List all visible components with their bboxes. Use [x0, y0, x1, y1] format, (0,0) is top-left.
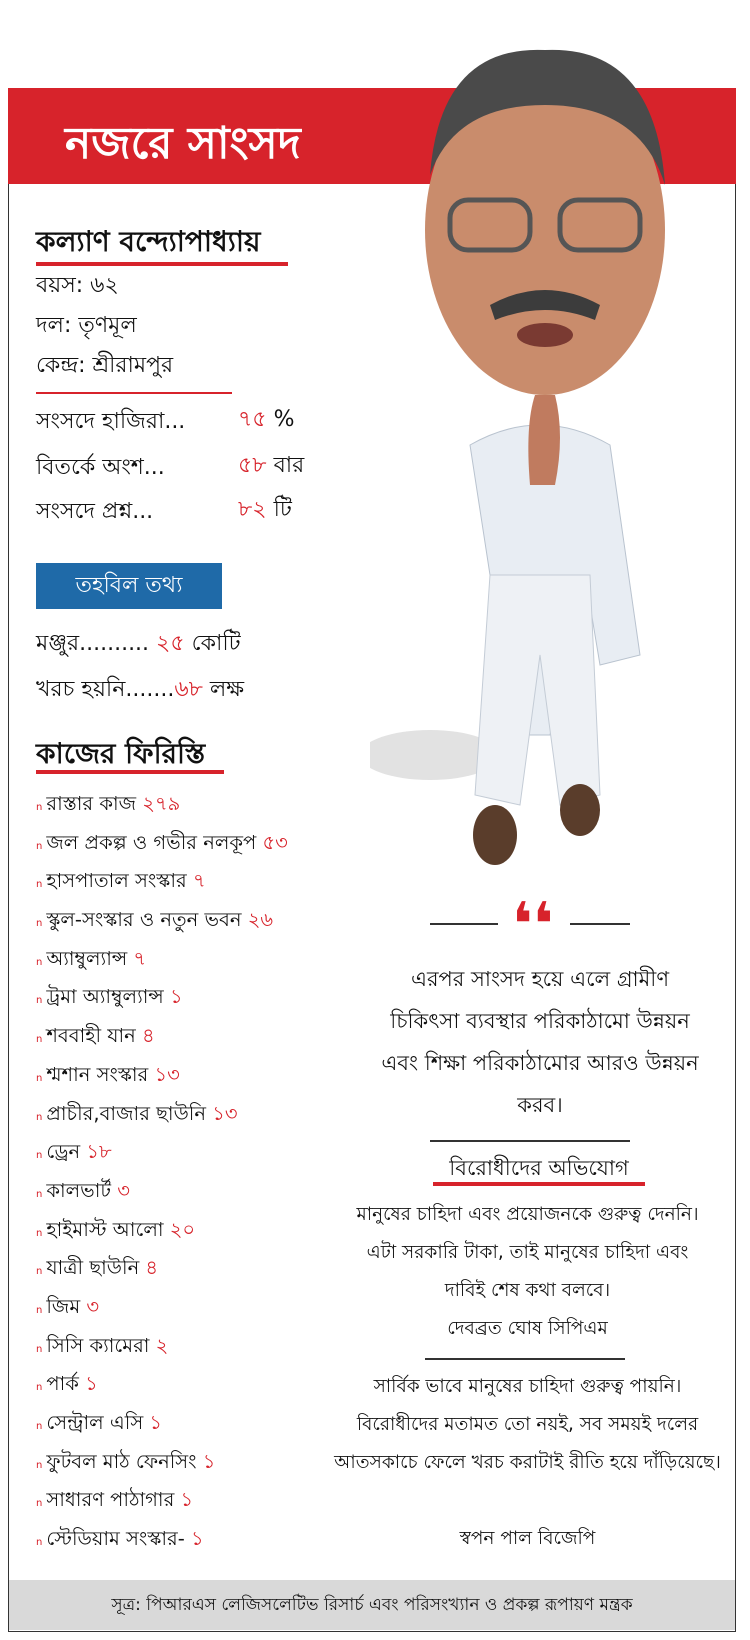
questions-label: সংসদে প্রশ্ন... — [36, 499, 154, 524]
work-item-label: হাসপাতাল সংস্কার — [46, 869, 187, 893]
work-item-label: প্রাচীর,বাজার ছাউনি — [46, 1101, 206, 1125]
attendance-number: ৭৫ — [238, 407, 267, 432]
bullet-icon: n — [36, 1072, 43, 1084]
work-item-label: স্টেডিয়াম সংস্কার- — [46, 1527, 185, 1551]
bullet-icon: n — [36, 802, 43, 813]
work-item — [36, 1332, 288, 1371]
debate-number: ৫৮ — [238, 453, 267, 478]
work-item-label: হাইমাস্ট আলো — [46, 1217, 164, 1241]
bullet-icon: n — [36, 1227, 43, 1239]
opposition-comment-1: মানুষের চাহিদা এবং প্রয়োজনকে গুরুত্ব দেননি। এটা সরকারি টাকা, তাই মানুষের চাহিদা এবং দাবিই শেষ কথা বলবে। — [356, 1204, 699, 1301]
fund-sanctioned — [36, 626, 241, 663]
bullet-icon: n — [36, 918, 43, 930]
unspent-unit: লক্ষ — [209, 677, 245, 702]
bullet-icon: n — [36, 840, 43, 852]
work-item — [36, 829, 288, 868]
name-underline — [36, 262, 288, 266]
work-item-label: সাধারণ পাঠাগার — [46, 1488, 175, 1512]
work-item-label: শববাহী যান — [46, 1024, 136, 1048]
work-item-value: ২৬ — [247, 908, 274, 932]
work-item-value: ৫৩ — [262, 830, 288, 854]
work-item-value: ১৩ — [154, 1062, 180, 1086]
bullet-icon: n — [36, 1111, 43, 1123]
bullet-icon: n — [36, 1034, 43, 1046]
work-item-label: সেন্ট্রাল এসি — [46, 1411, 144, 1434]
work-item-value: ৭ — [133, 946, 147, 970]
bullet-icon: n — [36, 1188, 43, 1200]
work-item-label: পার্ক — [46, 1372, 79, 1396]
work-item — [36, 1486, 288, 1525]
sanctioned-unit: কোটি — [191, 631, 241, 656]
work-item — [36, 1177, 288, 1216]
work-item — [36, 906, 288, 945]
work-item — [36, 1370, 288, 1409]
quote-divider — [430, 1140, 630, 1142]
work-item — [36, 867, 288, 906]
attendance-label: সংসদে হাজিরা... — [36, 409, 186, 434]
quote-line-left — [430, 923, 498, 925]
work-item — [36, 1525, 288, 1564]
work-item-label: ড্রেন — [46, 1140, 81, 1164]
work-item-label: যাত্রী ছাউনি — [46, 1256, 140, 1280]
bullet-icon: n — [36, 1266, 43, 1278]
bullet-icon: n — [36, 1498, 43, 1510]
bullet-icon: n — [36, 995, 43, 1007]
work-item-value: ৪ — [142, 1024, 155, 1048]
unspent-value: ৬৮ — [174, 677, 203, 702]
work-item-value: ৩ — [86, 1294, 100, 1318]
quote-mark-icon: ❛❛ — [512, 890, 554, 960]
work-item-label: ট্রমা অ্যাম্বুল্যান্স — [46, 985, 164, 1009]
works-underline — [36, 770, 224, 774]
work-item — [36, 1022, 288, 1061]
opposition-author-1: দেবব্রত ঘোষ সিপিএম — [447, 1318, 608, 1339]
questions-number: ৮২ — [238, 497, 267, 522]
opposition-comment-2: সার্বিক ভাবে মানুষের চাহিদা গুরুত্ব পায়নি। বিরোধীদের মতামত তো নয়ই, সব সময়ই দলের আতসকাচে ফেলে খরচ করাটাই রীতি হয়ে দাঁড়িয়েছে। — [334, 1376, 721, 1473]
mp-name: কল্যাণ বন্দ্যোপাধ্যায় — [36, 225, 261, 258]
work-item-value: ৭ — [192, 869, 206, 893]
work-item-value: ২ — [155, 1333, 169, 1357]
source-footer: সূত্র: পিআরএস লেজিসলেটিভ রিসার্চ এবং পরিসংখ্যান ও প্রকল্প রূপায়ণ মন্ত্রক — [9, 1580, 735, 1630]
works-list — [36, 790, 288, 1564]
age: বয়স: ৬২ — [36, 273, 119, 298]
quote-line-right — [570, 923, 630, 925]
bullet-icon: n — [36, 1304, 43, 1316]
work-item — [36, 983, 288, 1022]
sanctioned-value: ২৫ — [156, 631, 185, 656]
bullet-icon: n — [36, 1537, 43, 1549]
debate-unit: বার — [273, 453, 305, 478]
bullet-icon: n — [36, 1459, 43, 1471]
work-item-value: ১৩ — [212, 1101, 238, 1125]
work-item-label: শ্মশান সংস্কার — [46, 1062, 149, 1086]
work-item — [36, 1216, 288, 1255]
mouth — [517, 323, 573, 347]
bullet-icon: n — [36, 1150, 43, 1162]
constituency: কেন্দ্র: শ্রীরামপুর — [36, 353, 174, 378]
debate-value — [238, 448, 304, 485]
attendance-value — [238, 402, 295, 439]
work-item-value: ১৮ — [86, 1140, 112, 1164]
work-item — [36, 1409, 288, 1448]
work-item — [36, 1254, 288, 1293]
work-item-value: ১ — [202, 1449, 216, 1473]
work-item-value: ২৭৯ — [142, 792, 181, 815]
work-item-value: ১ — [180, 1488, 194, 1512]
banner-title: নজরে সাংসদ — [65, 118, 301, 169]
bullet-icon: n — [36, 1382, 43, 1394]
debate-label: বিতর্কে অংশ... — [36, 455, 165, 480]
mp-quote: এরপর সাংসদ হয়ে এলে গ্রামীণ চিকিৎসা ব্যবস্থার পরিকাঠামো উন্নয়ন এবং শিক্ষা পরিকাঠামোর আরও উন্নয়ন করব। — [381, 967, 699, 1117]
questions-value — [238, 492, 292, 529]
questions-unit: টি — [273, 497, 292, 522]
work-item-value: ১ — [169, 985, 183, 1009]
work-item-label: জল প্রকল্প ও গভীর নলকূপ — [46, 830, 257, 854]
bullet-icon: n — [36, 879, 43, 891]
folded-hands — [528, 395, 560, 485]
work-item-value: ১ — [191, 1527, 204, 1551]
attendance-unit: % — [273, 407, 295, 432]
opposition-title: বিরোধীদের অভিযোগ — [449, 1156, 629, 1180]
work-item-label: সিসি ক্যামেরা — [46, 1333, 150, 1357]
left-sandal — [473, 805, 517, 865]
fund-title: তহবিল তথ্য — [36, 563, 222, 609]
right-sandal — [560, 784, 600, 836]
party: দল: তৃণমূল — [36, 313, 137, 338]
work-item-value: ১ — [85, 1372, 98, 1396]
work-item — [36, 945, 288, 984]
sanctioned-label: মঞ্জুর.......... — [36, 631, 150, 656]
work-item-label: কালভার্ট — [46, 1178, 111, 1202]
work-item-label: স্কুল-সংস্কার ও নতুন ভবন — [46, 908, 242, 932]
work-item-value: ৪ — [145, 1256, 159, 1280]
work-item-value: ১ — [149, 1411, 163, 1434]
fund-unspent — [36, 672, 244, 709]
unspent-label: খরচ হয়নি....... — [36, 677, 175, 702]
work-item-value: ৩ — [117, 1178, 130, 1202]
profile-divider — [36, 392, 232, 394]
work-item — [36, 1100, 288, 1139]
work-item-label: জিম — [46, 1294, 81, 1318]
mp-portrait-illustration — [370, 15, 720, 895]
bullet-icon: n — [36, 1421, 43, 1432]
bullet-icon: n — [36, 1343, 43, 1355]
work-item-label: ফুটবল মাঠ ফেনসিং — [46, 1449, 197, 1473]
work-item — [36, 1448, 288, 1487]
opposition-underline — [433, 1182, 645, 1186]
work-item-label: রাস্তার কাজ — [46, 792, 137, 815]
work-item-label: অ্যাম্বুল্যান্স — [46, 946, 128, 970]
works-title: কাজের ফিরিস্তি — [36, 737, 206, 770]
work-item — [36, 790, 288, 829]
opposition-divider — [425, 1358, 625, 1360]
opposition-author-2: স্বপন পাল বিজেপি — [459, 1528, 596, 1549]
work-item — [36, 1293, 288, 1332]
work-item-value: ২০ — [169, 1217, 196, 1241]
bullet-icon: n — [36, 956, 43, 968]
work-item — [36, 1138, 288, 1177]
work-item — [36, 1061, 288, 1100]
